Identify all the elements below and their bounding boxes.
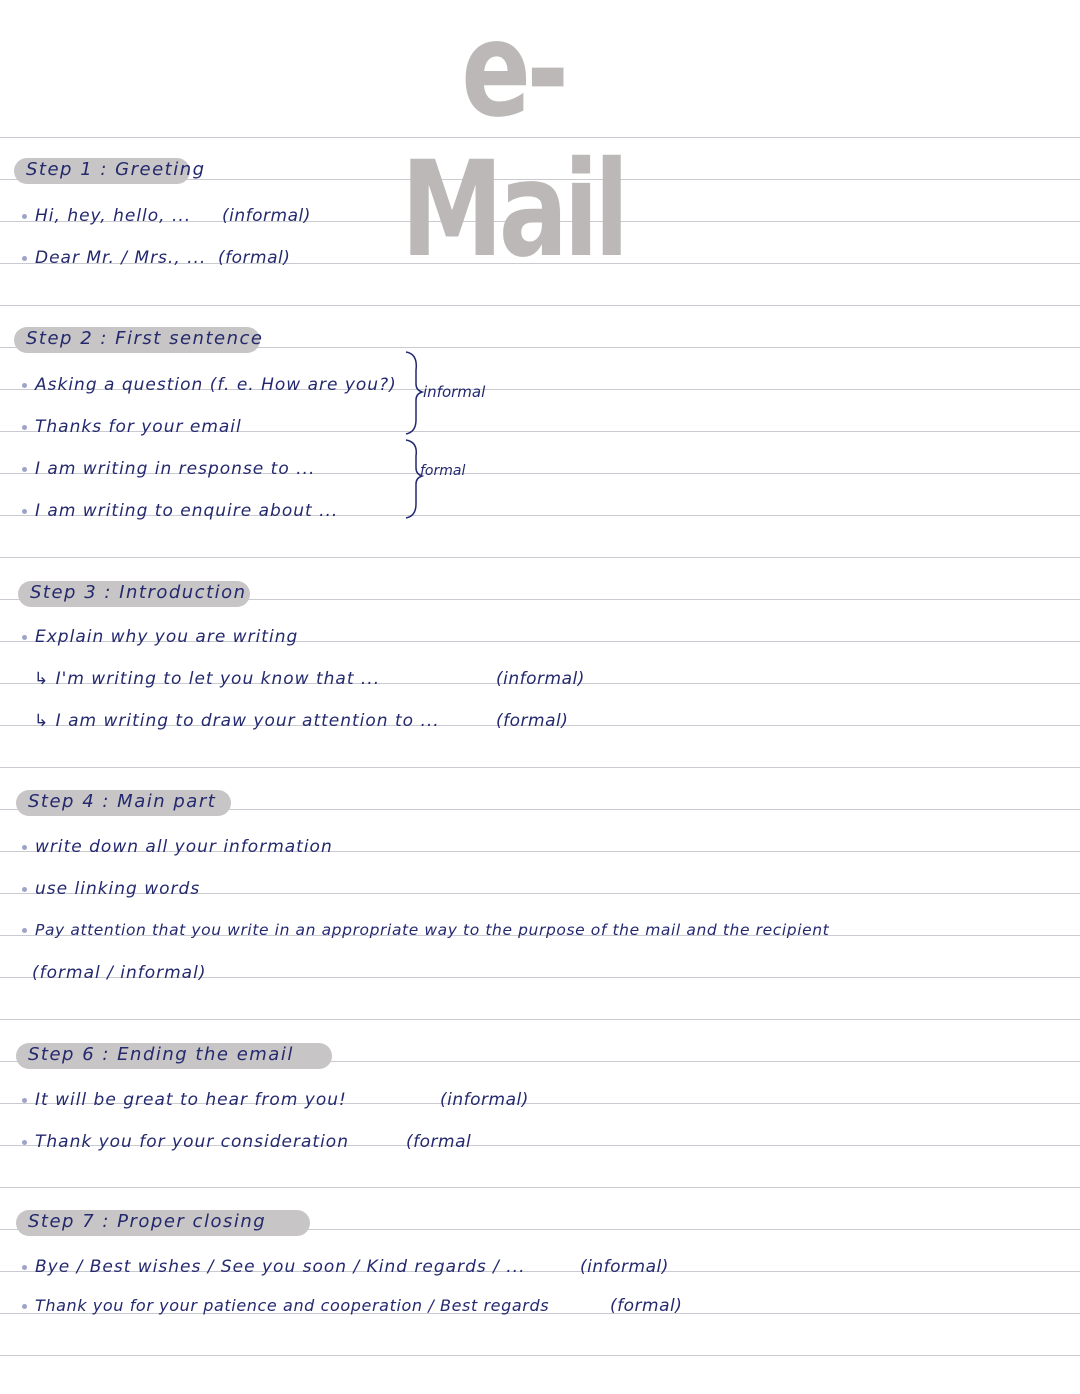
step-4-heading: Step 4 : Main part [16,790,231,816]
register-tag: (formal) [610,1296,683,1316]
brace-icon [404,350,424,520]
register-tag: (formal) [496,711,569,731]
ruled-line [0,557,1080,558]
register-tag: (informal) [440,1090,529,1110]
step-7-heading: Step 7 : Proper closing [16,1210,310,1236]
bullet-icon [22,1140,27,1145]
step-6-heading: Step 6 : Ending the email [16,1043,332,1069]
list-item: Dear Mr. / Mrs., ... [22,248,206,268]
list-item: Hi, hey, hello, ... [22,206,191,226]
bullet-icon [22,467,27,472]
list-item: use linking words [22,879,200,899]
page-title: e-Mail [400,0,625,287]
ruled-line [0,305,1080,306]
bullet-icon [22,509,27,514]
bullet-icon [22,887,27,892]
register-tag: (formal [406,1132,472,1152]
ruled-line [0,1019,1080,1020]
ruled-line [0,1355,1080,1356]
list-item: ↳ I am writing to draw your attention to ... [34,711,440,731]
list-item: Thank you for your patience and cooperation / Best regards [22,1296,549,1315]
bullet-icon [22,1098,27,1103]
bullet-icon [22,425,27,430]
step-2-heading: Step 2 : First sentence [14,327,260,353]
list-item: Explain why you are writing [22,627,298,647]
list-item: Asking a question (f. e. How are you?) [22,375,397,395]
register-tag: (informal) [222,206,311,226]
bullet-icon [22,635,27,640]
bullet-icon [22,1304,27,1309]
register-tag: (formal) [218,248,291,268]
bullet-icon [22,928,27,933]
bullet-icon [22,845,27,850]
register-tag: (informal) [496,669,585,689]
list-item: It will be great to hear from you! [22,1090,347,1110]
group-label-formal: formal [420,463,466,479]
list-item: write down all your information [22,837,333,857]
ruled-line [0,1187,1080,1188]
bullet-icon [22,214,27,219]
ruled-line [0,767,1080,768]
list-item: ↳ I'm writing to let you know that ... [34,669,381,689]
list-item: Pay attention that you write in an appropriate way to the purpose of the mail and the recipient [22,921,829,939]
list-item: Thanks for your email [22,417,242,437]
step-1-heading: Step 1 : Greeting [14,158,190,184]
group-label-informal: informal [423,383,486,401]
list-item: Thank you for your consideration [22,1132,349,1152]
list-item: Bye / Best wishes / See you soon / Kind regards / ... [22,1257,525,1277]
list-item: I am writing in response to ... [22,459,315,479]
list-item: I am writing to enquire about ... [22,501,338,521]
list-item: (formal / informal) [32,963,207,983]
bullet-icon [22,256,27,261]
bullet-icon [22,383,27,388]
step-3-heading: Step 3 : Introduction [18,581,250,607]
register-tag: (informal) [580,1257,669,1277]
bullet-icon [22,1265,27,1270]
